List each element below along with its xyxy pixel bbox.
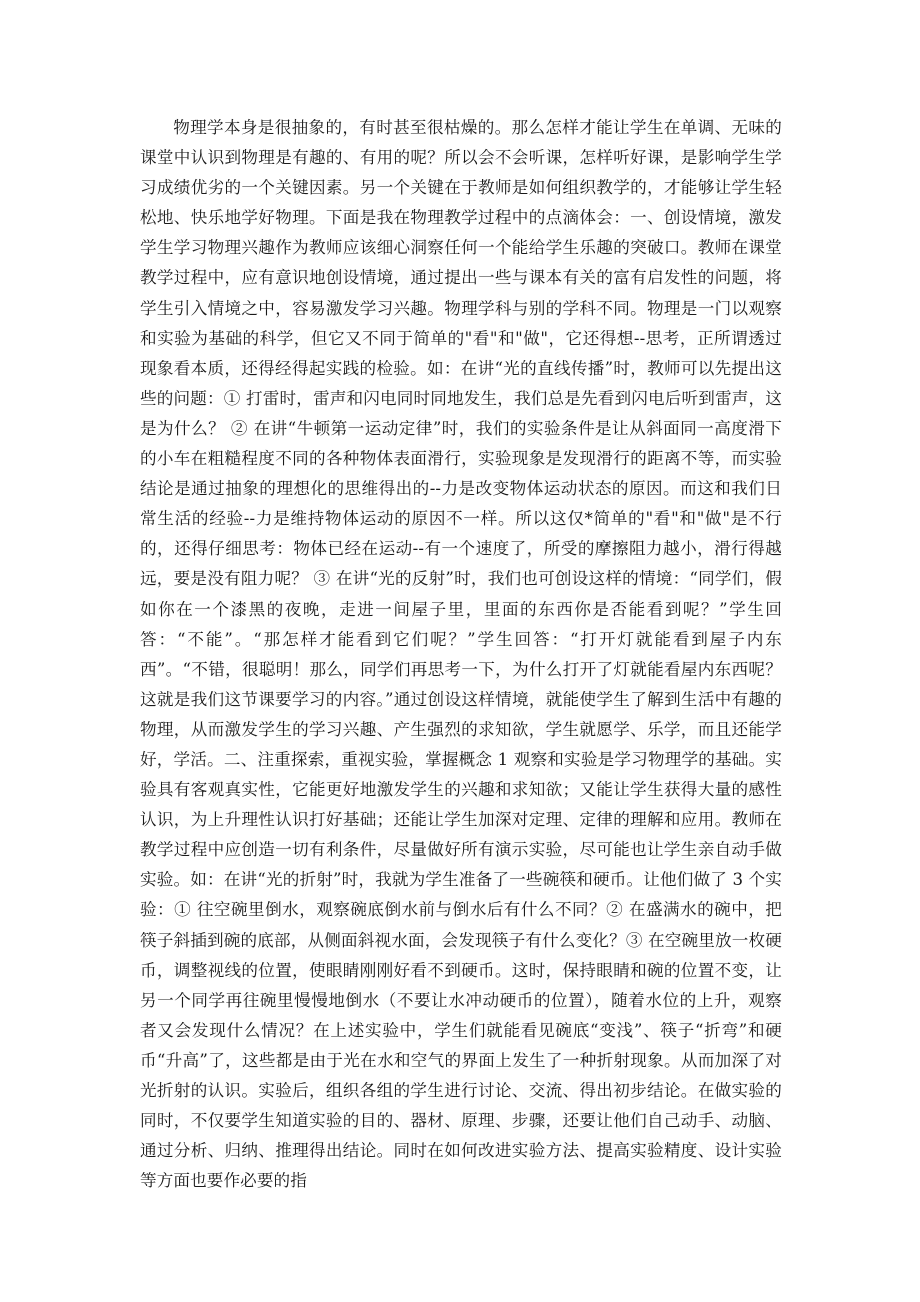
body-paragraph: 物理学本身是很抽象的，有时甚至很枯燥的。那么怎样才能让学生在单调、无味的课堂中认识到物理是有趣的、有用的呢？所以会不会听课，怎样听好课，是影响学生学习成绩优劣的一个关键因素。另一个关键在于教师是如何组织教学的，才能够让学生轻松地、快乐地学好物理。下面是我在物理教学过程中的点滴体会：一、创设情境，激发学生学习物理兴趣作为教师应该细心洞察任何一个能给学生乐趣的突破口。教师在课堂教学过程中，应有意识地创设情境，通过提出一些与课本有关的富有启发性的问题，将学生引入情境之中，容易激发学习兴趣。物理学科与别的学科不同。物理是一门以观察和实验为基础的科学，但它又不同于简单的"看"和"做"，它还得想--思考，正所谓透过现象看本质，还得经得起实践的检验。如：在讲“光的直线传播”时，教师可以先提出这些的问题：① 打雷时，雷声和闪电同时同地发生，我们总是先看到闪电后听到雷声，这是为什么？ ② 在讲“牛顿第一运动定律”时，我们的实验条件是让从斜面同一高度滑下的小车在粗糙程度不同的各种物体表面滑行，实验现象是发现滑行的距离不等，而实验结论是通过抽象的理想化的思维得出的--力是改变物体运动状态的原因。而这和我们日常生活的经验--力是维持物体运动的原因不一样。所以这仅*简单的"看"和"做"是不行的，还得仔细思考：物体已经在运动--有一个速度了，所受的摩擦阻力越小，滑行得越远，要是没有阻力呢？ ③ 在讲“光的反射”时，我们也可创设这样的情境：“同学们，假如你在一个漆黑的夜晚，走进一间屋子里，里面的东西你是否能看到呢？”学生回答：“不能”。“那怎样才能看到它们呢？”学生回答：“打开灯就能看到屋子内东西”。“不错，很聪明！那么，同学们再思考一下，为什么打开了灯就能看屋内东西呢？这就是我们这节课要学习的内容。”通过创设这样情境，就能使学生了解到生活中有趣的物理，从而激发学生的学习兴趣、产生强烈的求知欲，学生就愿学、乐学，而且还能学好，学活。二、注重探索，重视实验，掌握概念 1 观察和实验是学习物理学的基础。实验具有客观真实性，它能更好地激发学生的兴趣和求知欲；又能让学生获得大量的感性认识，为上升理性认识打好基础；还能让学生加深对定理、定律的理解和应用。教师在教学过程中应创造一切有利条件，尽量做好所有演示实验，尽可能也让学生亲自动手做实验。如：在讲“光的折射”时，我就为学生准备了一些碗筷和硬币。让他们做了 3 个实验：① 往空碗里倒水，观察碗底倒水前与倒水后有什么不同？② 在盛满水的碗中，把筷子斜插到碗的底部，从侧面斜视水面，会发现筷子有什么变化？③ 在空碗里放一枚硬币，调整视线的位置，使眼睛刚刚好看不到硬币。这时，保持眼睛和碗的位置不变，让另一个同学再往碗里慢慢地倒水（不要让水冲动硬币的位置），随着水位的上升，观察者又会发现什么情况？在上述实验中，学生们就能看见碗底“变浅”、筷子“折弯”和硬币“升高”了，这些都是由于光在水和空气的界面上发生了一种折射现象。从而加深了对光折射的认识。实验后，组织各组的学生进行讨论、交流、得出初步结论。在做实验的同时，不仅要学生知道实验的目的、器材、原理、步骤，还要让他们自己动手、动脑、通过分析、归纳、推理得出结论。同时在如何改进实验方法、提高实验精度、设计实验等方面也要作必要的指 (140, 118, 782, 1191)
